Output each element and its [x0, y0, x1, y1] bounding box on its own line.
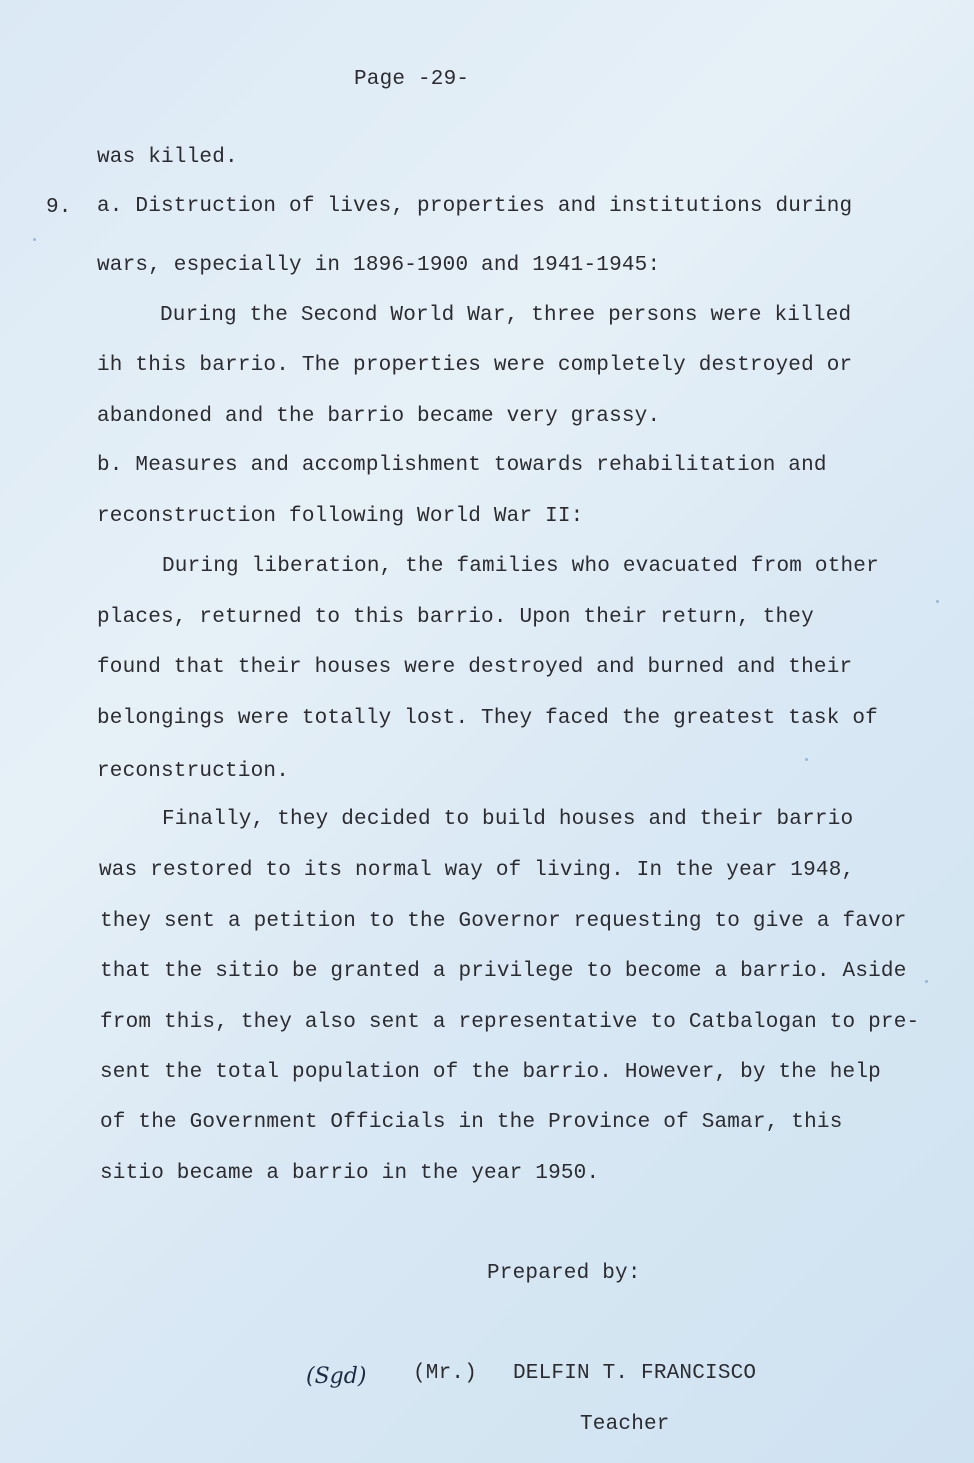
text-line: they sent a petition to the Governor requesting to give a favor — [100, 910, 907, 933]
text-line: that the sitio be granted a privilege to become a barrio. Aside — [100, 960, 907, 983]
text-line: abandoned and the barrio became very grassy. — [97, 405, 661, 428]
text-line: places, returned to this barrio. Upon their return, they — [97, 606, 814, 629]
text-line: sitio became a barrio in the year 1950. — [100, 1162, 600, 1185]
section-number: 9. — [46, 196, 72, 219]
text-line: ih this barrio. The properties were completely destroyed or — [97, 354, 853, 377]
text-line: was restored to its normal way of living. In the year 1948, — [99, 859, 855, 882]
text-line: found that their houses were destroyed and burned and their — [97, 656, 853, 679]
text-line: from this, they also sent a representative to Catbalogan to pre- — [100, 1011, 920, 1034]
signatory-name: DELFIN T. FRANCISCO — [513, 1362, 757, 1385]
paper-speck — [33, 238, 36, 241]
paper-speck — [805, 758, 808, 761]
page-number: Page -29- — [354, 68, 470, 91]
text-line: b. Measures and accomplishment towards rehabilitation and — [97, 454, 827, 477]
paper-speck — [925, 980, 928, 983]
text-line: During the Second World War, three persons were killed — [160, 304, 852, 327]
paper-speck — [936, 600, 939, 603]
signatory-position: Teacher — [580, 1413, 670, 1436]
text-line: reconstruction following World War II: — [97, 505, 584, 528]
text-line: was killed. — [97, 146, 238, 169]
signature-mark: (Sgd) — [306, 1364, 367, 1389]
text-line: belongings were totally lost. They faced the greatest task of — [97, 707, 878, 730]
text-line: During liberation, the families who evacuated from other — [162, 555, 879, 578]
text-line: a. Distruction of lives, properties and institutions during — [97, 195, 853, 218]
text-line: reconstruction. — [97, 760, 290, 783]
name-prefix: (Mr.) — [413, 1362, 478, 1385]
text-line: of the Government Officials in the Province of Samar, this — [100, 1111, 843, 1134]
text-line: wars, especially in 1896-1900 and 1941-1945: — [97, 254, 661, 277]
text-line: sent the total population of the barrio. However, by the help — [100, 1061, 881, 1084]
text-line: Finally, they decided to build houses and their barrio — [162, 808, 854, 831]
prepared-by-label: Prepared by: — [487, 1262, 641, 1285]
